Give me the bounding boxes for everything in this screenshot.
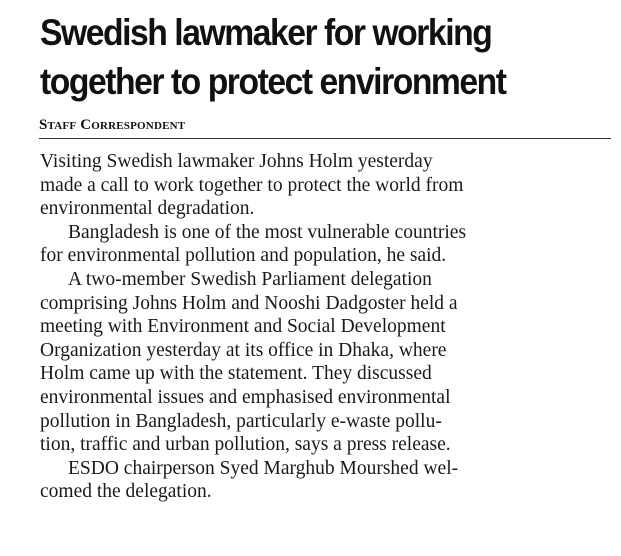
- body-text-line: environmental degradation.: [40, 198, 255, 220]
- body-text-line: made a call to work together to protect the world from: [40, 174, 464, 196]
- body-text-line: for environmental pollution and population, he said.: [40, 245, 447, 267]
- body-text-line: Organization yesterday at its office in Dhaka, where: [40, 339, 447, 361]
- headline-line: together to protect environment: [40, 61, 506, 102]
- body-text-line: comprising Johns Holm and Nooshi Dadgoster held a: [40, 292, 458, 314]
- body-text-line: environmental issues and emphasised environmental: [40, 386, 451, 408]
- article-body: [40, 150, 620, 504]
- body-text-line: tion, traffic and urban pollution, says a press release.: [40, 434, 451, 456]
- body-text-line: Visiting Swedish lawmaker Johns Holm yesterday: [40, 151, 433, 172]
- headline: [40, 8, 563, 106]
- body-text-line: A two-member Swedish Parliament delegation: [68, 268, 432, 290]
- body-text-line: pollution in Bangladesh, particularly e-waste pollu-: [40, 410, 442, 432]
- body-text-line: Holm came up with the statement. They discussed: [40, 363, 432, 385]
- byline: Staff Correspondent: [39, 117, 186, 133]
- byline-divider: [39, 138, 611, 139]
- body-text-line: meeting with Environment and Social Development: [40, 316, 446, 338]
- body-text-line: ESDO chairperson Syed Marghub Mourshed wel-: [68, 457, 459, 479]
- body-text-line: comed the delegation.: [40, 481, 212, 503]
- body-text-line: Bangladesh is one of the most vulnerable countries: [68, 221, 467, 243]
- headline-line: Swedish lawmaker for working: [40, 12, 492, 53]
